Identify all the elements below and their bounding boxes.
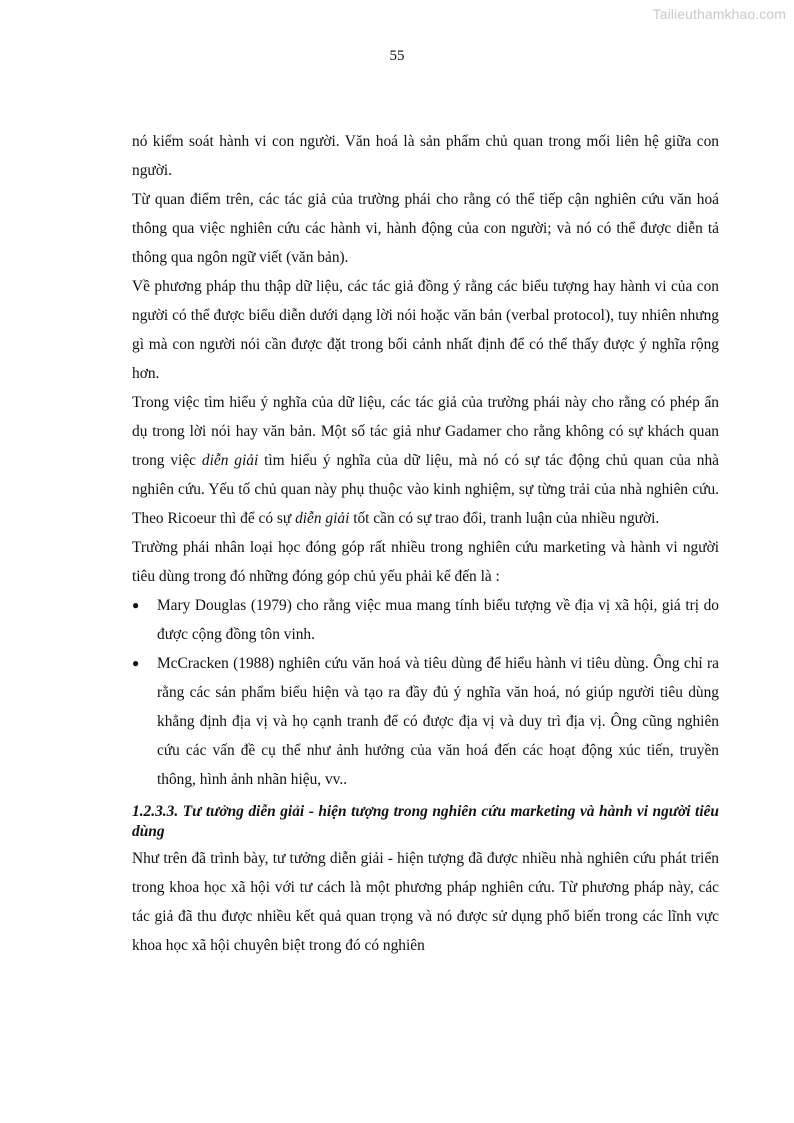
interpretation-emphasis-2: diễn giải: [295, 510, 350, 527]
bullet-icon: ●: [132, 598, 140, 612]
list-item-douglas: [132, 591, 719, 649]
document-body: [132, 127, 719, 960]
paragraph-culture-subjective: nó kiểm soát hành vi con người. Văn hoá là sản phẩm chủ quan trong mối liên hệ giữa con người.: [132, 133, 719, 179]
paragraph-anthropology-intro: Trường phái nhân loại học đóng góp rất nhiều trong nghiên cứu marketing và hành vi người tiêu dùng trong đó những đóng góp chủ yếu phải kể đến là :: [132, 539, 719, 585]
section-heading: 1.2.3.3. Tư tưởng diễn giải - hiện tượng trong nghiên cứu marketing và hành vi người tiêu dùng: [132, 803, 719, 840]
page-number: 55: [389, 48, 405, 64]
list-item-mccracken: [132, 649, 719, 794]
list-item-text: Mary Douglas (1979) cho rằng việc mua mang tính biểu tượng về địa vị xã hội, giá trị do được cộng đồng tôn vinh.: [157, 597, 719, 643]
interpretation-text-part1: Trong việc tìm hiểu ý nghĩa của dữ liệu, các tác giả của trường phái này cho rằng có phép ẩn dụ trong lời nói hay văn bản. Một số tác giả như Gadamer cho rằng không có sự khách quan trong việc: [132, 394, 719, 469]
list-item-text: McCracken (1988) nghiên cứu văn hoá và tiêu dùng để hiểu hành vi tiêu dùng. Ông chỉ ra rằng các sản phẩm biểu hiện và tạo ra đầy đủ ý nghĩa văn hoá, nó giúp người tiêu dùng khẳng định địa vị và họ cạnh tranh để có được địa vị và duy trì địa vị. Ông cũng nghiên cứu các vấn đề cụ thể như ảnh hưởng của văn hoá đến các hoạt động xúc tiến, truyền thông, hình ảnh nhãn hiệu, vv..: [157, 655, 719, 788]
interpretation-text-part2: tìm hiểu ý nghĩa của dữ liệu, mà nó có sự tác động chủ quan của nhà nghiên cứu. Yếu tố chủ quan này phụ thuộc vào kinh nghiệm, sự từng trải của nhà nghiên cứu. Theo Ricoeur thì để có sự: [132, 452, 719, 527]
interpretation-emphasis-1: diễn giải: [201, 452, 259, 469]
bullet-icon: ●: [132, 656, 140, 670]
paragraph-approach: Từ quan điểm trên, các tác giả của trường phái cho rằng có thể tiếp cận nghiên cứu văn hoá thông qua việc nghiên cứu các hành vi, hành động của con người; và nó có thể được diễn tả thông qua ngôn ngữ viết (văn bản).: [132, 191, 719, 266]
watermark-text: Tailieuthamkhao.com: [652, 6, 786, 22]
interpretation-text-part3: tốt cần có sự trao đổi, tranh luận của nhiều người.: [349, 510, 660, 527]
contribution-list: [132, 591, 719, 794]
paragraph-interpretation: [132, 388, 719, 533]
paragraph-data-collection: Về phương pháp thu thập dữ liệu, các tác giả đồng ý rằng các biểu tượng hay hành vi của con người có thể được biểu diễn dưới dạng lời nói hoặc văn bản (verbal protocol), tuy nhiên nhưng gì mà con người nói cần được đặt trong bối cảnh nhất định để có thể thấy được ý nghĩa rộng hơn.: [132, 278, 719, 382]
paragraph-hermeneutic-phenomenology: Như trên đã trình bày, tư tưởng diễn giải - hiện tượng đã được nhiều nhà nghiên cứu phát triển trong khoa học xã hội với tư cách là một phương pháp nghiên cứu. Từ phương pháp này, các tác giả đã thu được nhiều kết quả quan trọng và nó được sử dụng phổ biến trong các lĩnh vực khoa học xã hội chuyên biệt trong đó có nghiên: [132, 850, 719, 954]
